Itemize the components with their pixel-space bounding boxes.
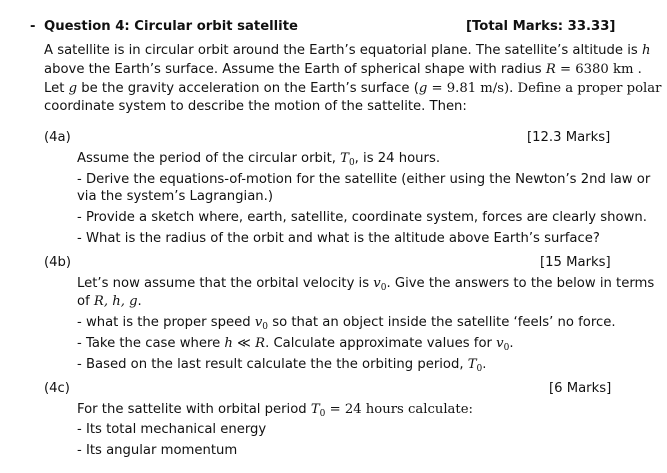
part-b-intro-1: Let’s now assume that the orbital velocity is $v_0$. Give the answers to the below in terms xyxy=(77,276,655,293)
question-bullet: - xyxy=(30,19,36,34)
part-c-intro: For the sattelite with orbital period $T_0 = 24$ hours calculate: xyxy=(77,402,473,419)
part-b-intro-2: of R, h, g. xyxy=(77,294,142,309)
part-c-label: (4c) xyxy=(44,381,70,396)
part-a-bullet-1: - Derive the equations-of-motion for the satellite (either using the Newton’s 2nd law or xyxy=(77,172,651,187)
part-b-bullet-2: - Take the case where h ≪ R. Calculate approximate values for $v_0$. xyxy=(77,336,514,353)
part-b-bullet-3: - Based on the last result calculate the the orbiting period, $T_0$. xyxy=(77,357,487,374)
part-c-bullet-2: - Its angular momentum xyxy=(77,443,238,458)
part-a-label: (4a) xyxy=(44,130,71,145)
part-b-marks: [15 Marks] xyxy=(540,255,611,270)
part-a-marks: [12.3 Marks] xyxy=(527,130,611,145)
part-a-bullet-3: - What is the radius of the orbit and what is the altitude above Earth’s surface? xyxy=(77,231,600,246)
intro-line-3: Let g be the gravity acceleration on the Earth’s surface (g = 9.81 m/s). Define a proper polar xyxy=(44,81,662,96)
total-marks: [Total Marks: 33.33] xyxy=(466,19,616,34)
question-title: Question 4: Circular orbit satellite xyxy=(44,19,298,34)
part-b-label: (4b) xyxy=(44,255,72,270)
part-a-period: Assume the period of the circular orbit, $T_0$, is 24 hours. xyxy=(77,151,441,168)
intro-line-1: A satellite is in circular orbit around the Earth’s equatorial plane. The satellite’s altitude is h xyxy=(44,43,651,58)
part-c-bullet-1: - Its total mechanical energy xyxy=(77,422,267,437)
part-c-marks: [6 Marks] xyxy=(549,381,612,396)
intro-line-2: above the Earth’s surface. Assume the Earth of spherical shape with radius R = 6380 km . xyxy=(44,62,642,77)
part-a-bullet-2: - Provide a sketch where, earth, satellite, coordinate system, forces are clearly shown. xyxy=(77,210,647,225)
part-b-bullet-1: - what is the proper speed $v_0$ so that an object inside the satellite ‘feels’ no force. xyxy=(77,315,616,332)
part-a-bullet-1-cont: via the system’s Lagrangian.) xyxy=(77,189,273,204)
intro-line-4: coordinate system to describe the motion of the sattelite. Then: xyxy=(44,99,467,114)
